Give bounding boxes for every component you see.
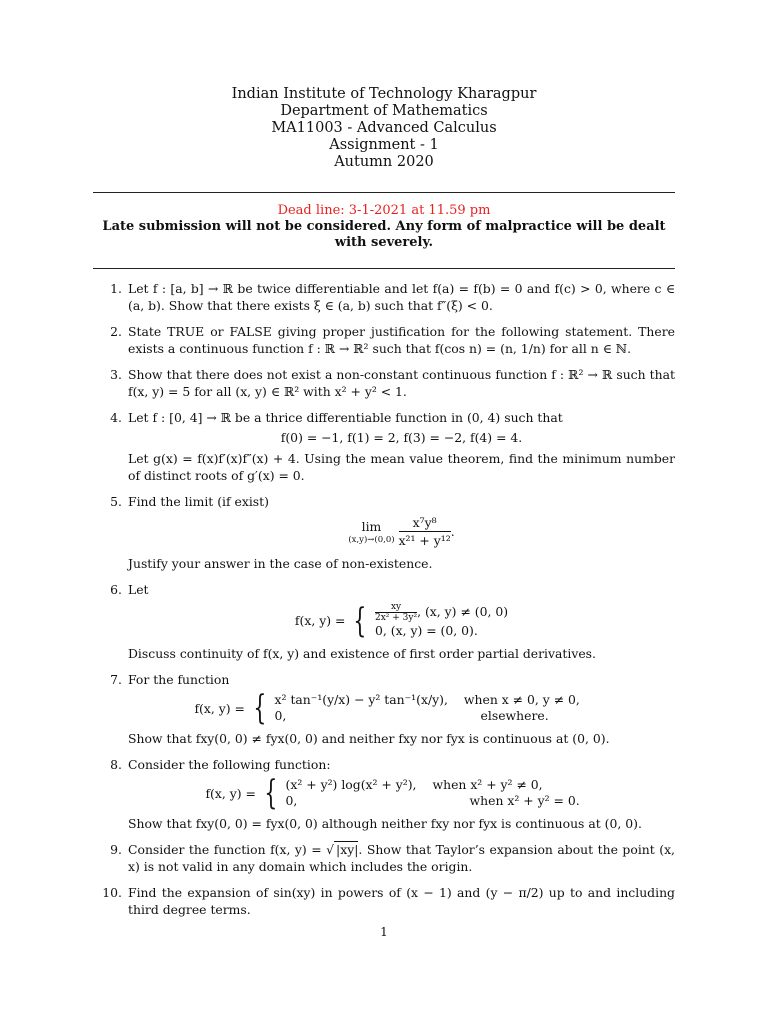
problem-1 — [100, 280, 675, 314]
problem-text: Find the limit (if exist) — [128, 494, 269, 509]
problem-8 — [100, 756, 675, 832]
term: Autumn 2020 — [334, 154, 434, 170]
limit-subscript: (x,y)→(0,0) — [348, 535, 395, 545]
problem-3 — [100, 366, 675, 400]
document-header — [0, 86, 768, 171]
problem-followup: Show that fxy(0, 0) ≠ fyx(0, 0) and neither fxy nor fyx is continuous at (0, 0). — [128, 731, 610, 746]
problem-number: 5. — [110, 494, 122, 509]
problem-2 — [100, 323, 675, 357]
problem-text: Let f : [a, b] → ℝ be twice differentiable and let f(a) = f(b) = 0 and f(c) > 0, where c ∈ (a, b). Show that there exists ξ ∈ (a, b) such that f″(ξ) < 0. — [128, 281, 675, 313]
problem-4 — [100, 409, 675, 484]
case-fraction — [375, 602, 417, 623]
problem-text: Show that there does not exist a non-constant continuous function f : ℝ² → ℝ such that f(x, y) = 5 for all (x, y) ∈ ℝ² with x² + y² < 1. — [128, 367, 675, 399]
department-name: Department of Mathematics — [280, 103, 488, 119]
left-brace: { — [353, 600, 367, 641]
problem-5 — [100, 493, 675, 572]
piecewise-function — [128, 602, 675, 639]
page-number: 1 — [380, 925, 388, 939]
bottom-divider — [93, 268, 675, 269]
problem-number: 9. — [110, 842, 122, 857]
cases — [375, 602, 508, 639]
text-before-sqrt: Consider the function f(x, y) = √ — [128, 842, 335, 857]
limit-operator — [348, 518, 394, 545]
case-condition: when x² + y² = 0. — [469, 793, 580, 808]
left-brace: { — [264, 773, 278, 813]
left-brace: { — [253, 688, 267, 728]
problem-9 — [100, 841, 675, 875]
problem-number: 4. — [110, 410, 122, 425]
function-lhs: f(x, y) = — [294, 613, 346, 628]
top-divider — [93, 192, 675, 193]
problem-number: 8. — [110, 757, 122, 772]
problem-followup: Let g(x) = f(x)f′(x)f″(x) + 4. Using the mean value theorem, find the minimum number of distinct roots of g′(x) = 0. — [128, 451, 675, 483]
problem-7 — [100, 671, 675, 747]
case-expression: x² tan⁻¹(y/x) − y² tan⁻¹(x/y), — [274, 692, 448, 707]
problem-number: 1. — [110, 281, 122, 296]
problem-text: Find the expansion of sin(xy) in powers of (x − 1) and (y − π/2) up to and including third degree terms. — [128, 885, 675, 917]
course-title: MA11003 - Advanced Calculus — [271, 120, 497, 136]
problem-6 — [100, 581, 675, 662]
problem-text: State TRUE or FALSE giving proper justification for the following statement. There exists a continuous function f : ℝ → ℝ² such that f(cos n) = (n, 1/n) for all n ∈ ℕ. — [128, 324, 675, 356]
case-row — [286, 793, 598, 809]
case-expression: 0, — [285, 793, 298, 808]
case-row — [275, 692, 609, 708]
fraction-denominator: x²¹ + y¹² — [398, 533, 451, 548]
late-submission-notice: Late submission will not be considered. Any form of malpractice will be dealt with severely. — [102, 219, 666, 250]
problem-number: 2. — [110, 324, 122, 339]
case-row: 0, (x, y) = (0, 0). — [375, 623, 478, 638]
fraction-numerator: xy — [375, 602, 417, 613]
problem-number: 10. — [102, 885, 122, 900]
case-row — [286, 777, 598, 793]
period: . — [450, 524, 455, 539]
problem-text: Consider the following function: — [128, 757, 331, 772]
problem-number: 7. — [110, 672, 122, 687]
text-after-sqrt: . Show that Taylor’s expansion about the point (x, x) is not valid in any domain which includes the origin. — [128, 842, 675, 874]
assignment-title: Assignment - 1 — [329, 137, 439, 153]
piecewise-function — [128, 688, 675, 728]
case-condition: , (x, y) ≠ (0, 0) — [417, 604, 509, 619]
problem-text: Let f : [0, 4] → ℝ be a thrice differentiable function in (0, 4) such that — [128, 410, 563, 425]
case-condition: elsewhere. — [480, 708, 549, 723]
limit-expression — [128, 514, 675, 549]
problem-text — [128, 841, 675, 875]
limit-fraction — [399, 514, 451, 549]
cases — [286, 777, 598, 809]
piecewise-function — [128, 773, 675, 813]
sqrt-argument: |xy| — [336, 842, 359, 857]
case-condition: when x ≠ 0, y ≠ 0, — [463, 692, 580, 707]
problem-followup: Show that fxy(0, 0) = fyx(0, 0) although neither fxy nor fyx is continuous at (0, 0). — [128, 816, 642, 831]
problem-followup: Justify your answer in the case of non-existence. — [128, 556, 433, 571]
problem-followup: Discuss continuity of f(x, y) and existence of first order partial derivatives. — [128, 646, 596, 661]
cases — [275, 692, 609, 724]
institute-name: Indian Institute of Technology Kharagpur — [231, 86, 537, 102]
case-expression: 0, — [274, 708, 287, 723]
fraction-numerator: x⁷y⁸ — [399, 514, 451, 532]
case-expression: (x² + y²) log(x² + y²), — [285, 777, 417, 792]
function-lhs: f(x, y) = — [205, 785, 256, 801]
problem-number: 6. — [110, 582, 122, 597]
deadline-text: Dead line: 3-1-2021 at 11.59 pm — [277, 203, 491, 218]
function-lhs: f(x, y) = — [194, 700, 245, 716]
problem-number: 3. — [110, 367, 122, 382]
problem-text: For the function — [128, 672, 230, 687]
problem-text: Let — [128, 582, 149, 597]
case-condition: when x² + y² ≠ 0, — [432, 777, 543, 792]
case-row — [375, 602, 508, 623]
problem-10 — [100, 884, 675, 918]
fraction-denominator: 2x² + 3y² — [375, 613, 418, 623]
problem-list — [100, 280, 675, 927]
limit-label: lim — [361, 519, 382, 534]
display-equation: f(0) = −1, f(1) = 2, f(3) = −2, f(4) = 4. — [280, 430, 523, 445]
case-row — [275, 708, 609, 724]
